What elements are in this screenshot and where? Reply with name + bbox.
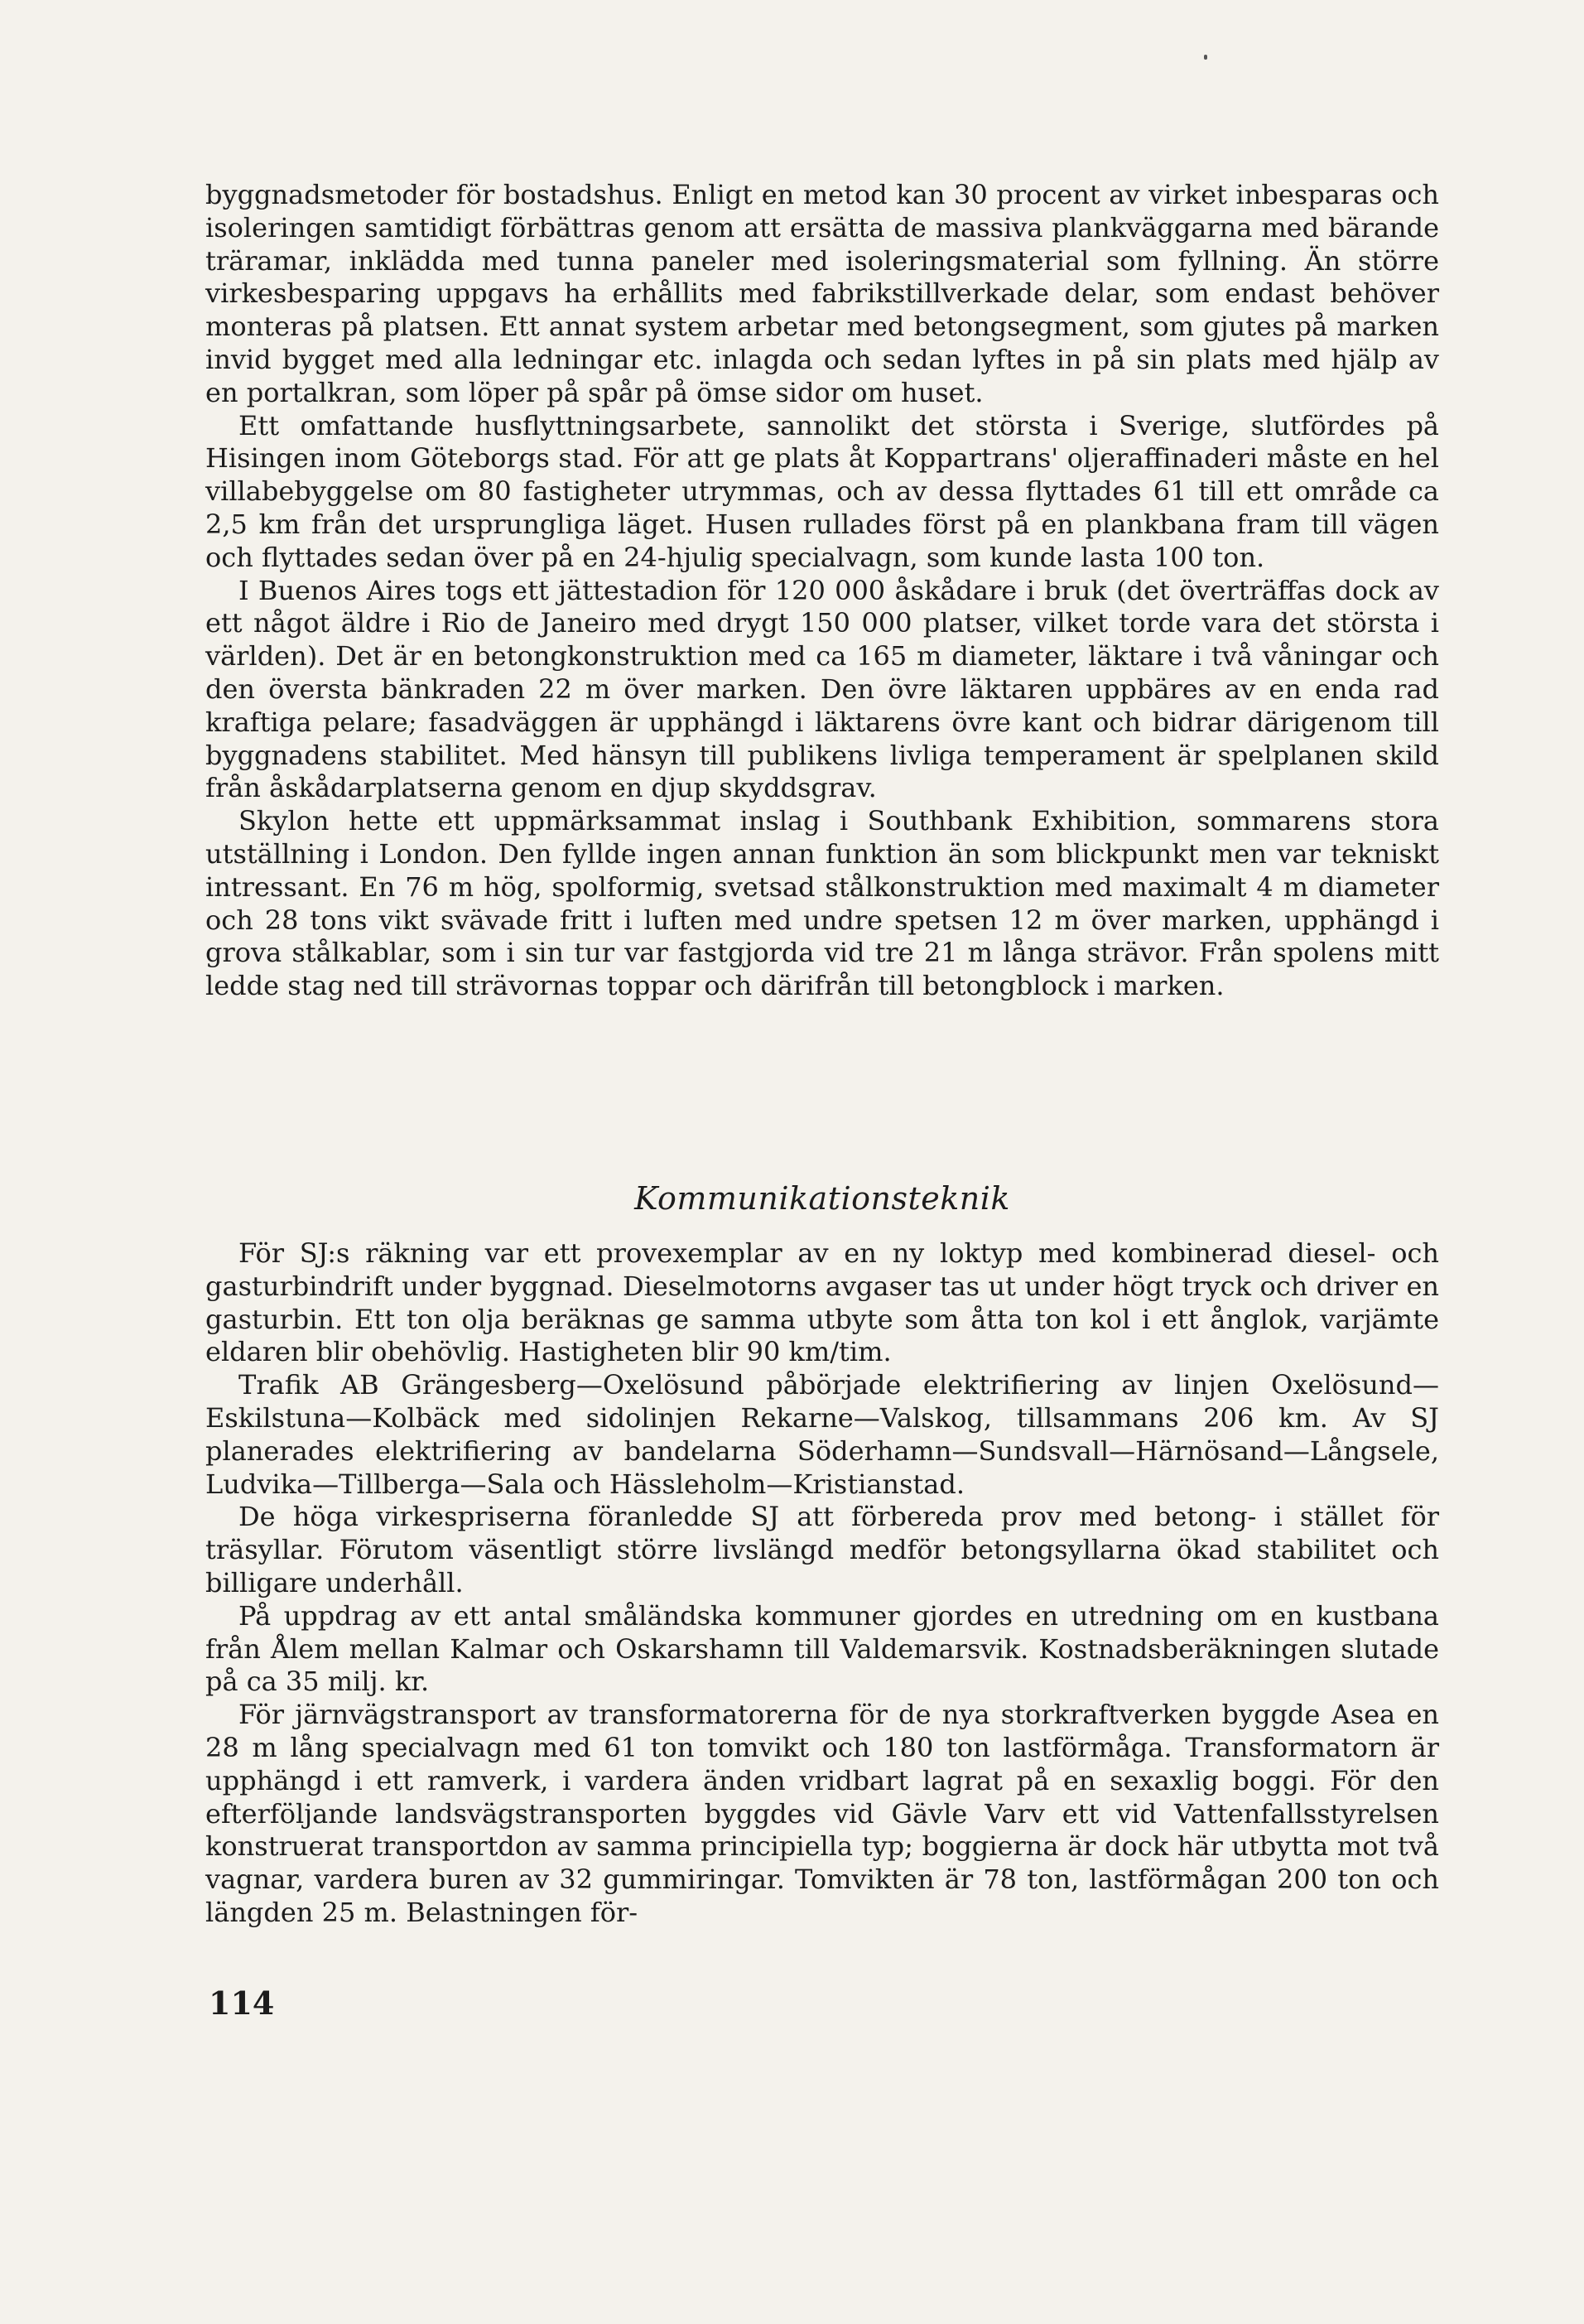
text-column-bottom [205,1237,1439,1930]
paragraph-buenos-aires-stadium: I Buenos Aires togs ett jättestadion för 120 000 åskådare i bruk (det överträffas dock av ett något äldre i Rio de Janeiro med drygt 150 000 platser, vilket torde vara det största i världen). Det är en betongkonstruktion med ca 165 m diameter, läktare i två våningar och den översta bänkraden 22 m över marken. Den övre läktaren uppbäres av en enda rad kraftiga pelare; fasadväggen är upphängd i läktarens övre kant och bidrar därigenom till byggnadens stabilitet. Med hänsyn till publikens livliga temperament är spelplanen skild från åskådarplatserna genom en djup skyddsgrav. [205,574,1439,804]
paragraph-skylon: Skylon hette ett uppmärksammat inslag i Southbank Exhibition, sommarens stora utställning i London. Den fyllde ingen annan funktion än som blickpunkt men var tekniskt intressant. En 76 m hög, spolformig, svetsad stålkonstruktion med maximalt 4 m diameter och 28 tons vikt svävade fritt i luften med undre spetsen 12 m över marken, upphängd i grova stålkablar, som i sin tur var fastgjorda vid tre 21 m långa strävor. Från spolens mitt ledde stag ned till strävornas toppar och därifrån till betongblock i marken. [205,805,1439,1002]
text-column-top [205,179,1439,1003]
paragraph-transformer-transport: För järnvägstransport av transformatorerna för de nya storkraftverken byggde Asea en 28 m lång specialvagn med 61 ton tomvikt och 180 ton lastförmåga. Transformatorn är upphängd i ett ramverk, i vardera änden vridbart lagrat på en sexaxlig boggi. För den efterföljande landsvägstransporten byggdes vid Gävle Varv ett vid Vattenfallsstyrelsen konstruerat transportdon av samma principiella typ; boggierna är dock här utbytta mot två vagnar, vardera buren av 32 gummiringar. Tomvikten är 78 ton, lastförmågan 200 ton och längden 25 m. Belastningen för- [205,1699,1439,1928]
paragraph-concrete-sleepers: De höga virkespriserna föranledde SJ att förbereda prov med betong- i stället för träsyllar. Förutom väsentligt större livslängd medför betongsyllarna ökad stabilitet och billigare underhåll. [205,1501,1439,1598]
paragraph-building-methods: byggnadsmetoder för bostadshus. Enligt en metod kan 30 procent av virket inbesparas och isoleringen samtidigt förbättras genom att ersätta de massiva plankväggarna med bärande träramar, inklädda med tunna paneler med isoleringsmaterial som fyllning. Än större virkesbesparing uppgavs ha erhållits med fabrikstillverkade delar, som endast behöver monteras på platsen. Ett annat system arbetar med betongsegment, som gjutes på marken invid bygget med alla ledningar etc. inlagda och sedan lyftes in på sin plats med hjälp av en portalkran, som löper på spår på ömse sidor om huset. [205,179,1439,408]
page-number: 114 [209,1984,275,2022]
section-heading: Kommunikationsteknik [634,1180,1010,1217]
ink-speck [1204,55,1207,60]
paragraph-locomotive: För SJ:s räkning var ett provexemplar av en ny loktyp med kombinerad diesel- och gasturbindrift under byggnad. Dieselmotorns avgaser tas ut under högt tryck och driver en gasturbin. Ett ton olja beräknas ge samma utbyte som åtta ton kol i ett ånglok, varjämte eldaren blir obehövlig. Hastigheten blir 90 km/tim. [205,1237,1439,1368]
paragraph-coastal-railway: På uppdrag av ett antal småländska kommuner gjordes en utredning om en kustbana från Ålem mellan Kalmar och Oskarshamn till Valdemarsvik. Kostnadsberäkningen slutade på ca 35 milj. kr. [205,1599,1439,1698]
paragraph-electrification: Trafik AB Grängesberg—Oxelösund påbörjade elektrifiering av linjen Oxelösund—Eskilstuna—Kolbäck med sidolinjen Rekarne—Valskog, tillsammans 206 km. Av SJ planerades elektrifiering av bandelarna Söderhamn—Sundsvall—Härnösand—Långsele, Ludvika—Tillberga—Sala och Hässleholm—Kristianstad. [205,1369,1439,1500]
paragraph-house-moving: Ett omfattande husflyttningsarbete, sannolikt det största i Sverige, slutfördes på Hisingen inom Göteborgs stad. För att ge plats åt Koppartrans' oljeraffinaderi måste en hel villabebyggelse om 80 fastigheter utrymmas, och av dessa flyttades 61 till ett område ca 2,5 km från det ursprungliga läget. Husen rullades först på en plankbana fram till vägen och flyttades sedan över på en 24-hjulig specialvagn, som kunde lasta 100 ton. [205,409,1439,573]
